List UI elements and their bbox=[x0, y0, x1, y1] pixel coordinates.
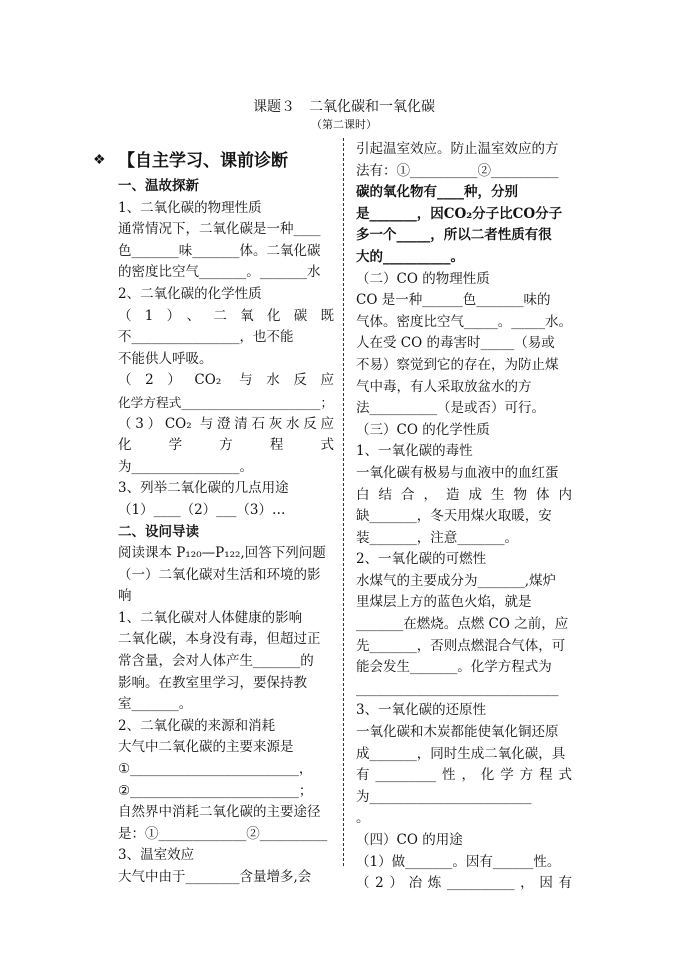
text-line: 3、温室效应 bbox=[118, 847, 195, 864]
text-line: 色_______味_______体。二氧化碳 bbox=[118, 242, 321, 259]
text-line: 法有：①__________②__________ bbox=[356, 162, 559, 179]
text-line: 不能供人呼吸。 bbox=[118, 350, 213, 367]
text-line: 先_______，否则点燃混合气体，可 bbox=[356, 637, 566, 654]
text-line: ______________________________ bbox=[356, 680, 559, 697]
text-line: 为________________________ bbox=[356, 788, 532, 805]
text-line: 大气中二氧化碳的主要来源是 bbox=[118, 739, 294, 756]
text-line: 3、一氧化碳的还原性 bbox=[356, 702, 487, 719]
text-line: （三）CO 的化学性质 bbox=[356, 421, 490, 438]
text-line: 气体。密度比空气_____。_____水。 bbox=[356, 313, 572, 330]
lesson-subtitle: （第二课时） bbox=[311, 118, 377, 131]
text-line: 常含量，会对人体产生_______的 bbox=[118, 653, 314, 670]
lesson-title: 课题３ 二氧化碳和一氧化碳 bbox=[253, 99, 435, 115]
text-line: 有_________性，化学方程式 bbox=[356, 767, 572, 784]
text-line: 气中毒，有人采取放盆水的方 bbox=[356, 378, 532, 395]
text-line: 。 bbox=[356, 810, 370, 827]
text-line: 是_______，因CO₂分子比CO分子 bbox=[356, 205, 563, 222]
text-line: （2）CO₂ 与水反应 bbox=[118, 372, 334, 389]
text-line: 碳的氧化物有____种，分别 bbox=[356, 184, 518, 201]
text-line: 阅读课本 P₁₂₀—P₁₂₂,回答下列问题 bbox=[118, 545, 326, 562]
text-line: 化 学 方 程 式 bbox=[118, 437, 334, 454]
text-line: 二、设问导读 bbox=[118, 523, 199, 540]
text-line: 2、一氧化碳的可燃性 bbox=[356, 551, 487, 568]
text-line: （二）CO 的物理性质 bbox=[356, 270, 490, 287]
section-title: 【自主学习、课前诊断 bbox=[118, 151, 288, 171]
text-line: （1）、二氧化碳既 bbox=[118, 307, 334, 324]
text-line: 大气中由于________含量增多,会 bbox=[118, 869, 312, 885]
text-line: 大的__________。 bbox=[356, 248, 464, 265]
text-line: 为________________。 bbox=[118, 458, 253, 475]
text-line: 引起温室效应。防止温室效应的方 bbox=[356, 141, 559, 157]
text-line: 通常情况下，二氧化碳是一种____ bbox=[118, 221, 321, 238]
text-line: （1）做_______。因有______性。 bbox=[356, 853, 561, 870]
text-line: 2、二氧化碳的来源和消耗 bbox=[118, 717, 276, 734]
text-line: （1）____（2）___（3）… bbox=[118, 501, 286, 518]
text-line: 是：①_____________②__________ bbox=[118, 825, 328, 842]
text-line: （一）二氧化碳对生活和环境的影 bbox=[118, 566, 321, 583]
text-line: 法__________（是或否）可行。 bbox=[356, 400, 545, 417]
left-column-lines bbox=[118, 176, 334, 889]
text-line: （3）CO₂ 与澄清石灰水反应 bbox=[118, 415, 334, 432]
text-line: 成_______，同时生成二氧化碳，具 bbox=[356, 745, 566, 762]
text-line: _______在燃烧。点燃 CO 之前，应 bbox=[356, 616, 569, 633]
text-line: 装_______，注意_______。 bbox=[356, 529, 518, 546]
text-line: 白结合，造成生物体内 bbox=[356, 486, 572, 503]
text-line: 2、二氧化碳的化学性质 bbox=[118, 285, 262, 302]
text-line: CO 是一种______色_______味的 bbox=[356, 292, 551, 309]
text-line: （2）冶炼__________，因有 bbox=[356, 875, 572, 892]
right-column bbox=[356, 139, 572, 895]
text-line: 1、二氧化碳的物理性质 bbox=[118, 199, 262, 216]
text-line: 里煤层上方的蓝色火焰，就是 bbox=[356, 594, 532, 611]
text-line: 室_______。 bbox=[118, 696, 193, 713]
text-line: 的密度比空气_______。_______水 bbox=[118, 264, 321, 281]
text-line: 不________________，也不能 bbox=[118, 329, 294, 346]
column-divider bbox=[343, 138, 344, 866]
text-line: 一氧化碳和木炭都能使氧化铜还原 bbox=[356, 724, 559, 741]
text-line: （四）CO 的用途 bbox=[356, 832, 463, 848]
text-line: ①_________________________， bbox=[118, 761, 313, 778]
text-line: 自然界中消耗二氧化碳的主要途径 bbox=[118, 804, 321, 821]
text-line: 不易）察觉到它的存在，为防止煤 bbox=[356, 356, 559, 373]
text-line: 影响。在教室里学习，要保持教 bbox=[118, 674, 307, 691]
text-line: 缺_______，冬天用煤火取暖，安 bbox=[356, 508, 552, 525]
left-column bbox=[118, 146, 334, 889]
diamond-bullet-icon: ❖ bbox=[93, 152, 106, 168]
text-line: 人在受 CO 的毒害时_____（易或 bbox=[356, 335, 555, 352]
text-line: 水煤气的主要成分为_______,煤炉 bbox=[356, 572, 557, 589]
text-line: 一氧化碳有极易与血液中的血红蛋 bbox=[356, 464, 559, 481]
text-line: 响 bbox=[118, 588, 132, 605]
text-line: 一、温故探新 bbox=[118, 178, 199, 194]
text-line: 多一个_____，所以二者性质有很 bbox=[356, 227, 552, 244]
text-line: 化学方程式______________________； bbox=[118, 394, 334, 410]
text-line: ②_________________________； bbox=[118, 782, 313, 799]
text-line: 1、一氧化碳的毒性 bbox=[356, 443, 473, 460]
text-line: 3、列举二氧化碳的几点用途 bbox=[118, 480, 289, 497]
text-line: 1、二氧化碳对人体健康的影响 bbox=[118, 609, 303, 626]
right-column-lines bbox=[356, 139, 572, 895]
text-line: 能会发生_______。化学方程式为 bbox=[356, 659, 552, 676]
text-line: 二氧化碳，本身没有毒，但超过正 bbox=[118, 631, 321, 648]
